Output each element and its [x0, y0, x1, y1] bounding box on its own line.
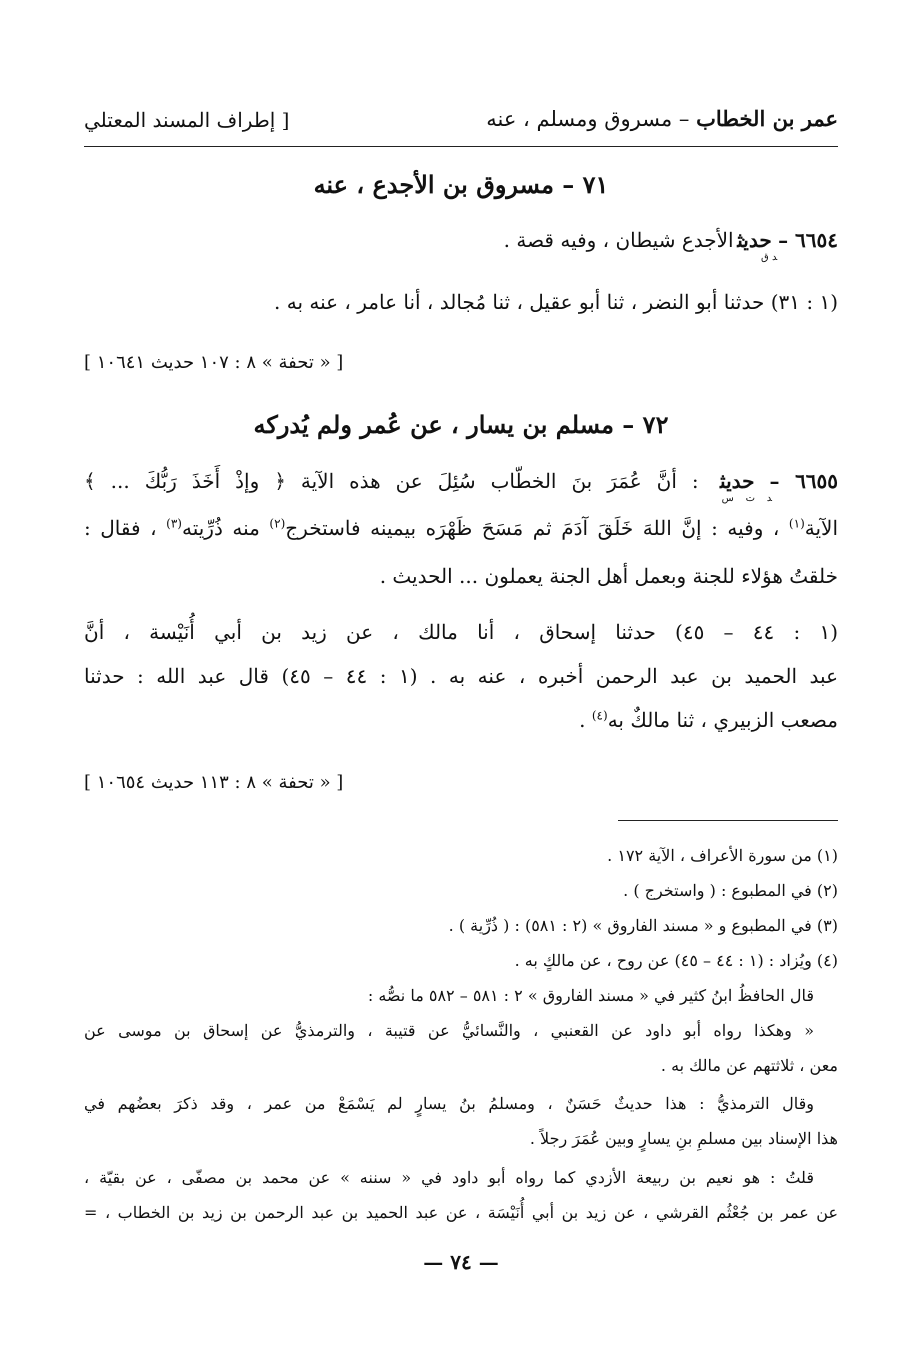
hadith-6654-label: حديث [737, 228, 772, 252]
footnote-3: (٣) في المطبوع و « مسند الفاروق » (٢ : ٥٨١) : ( ذُرِّية ) . [448, 916, 838, 935]
footnote-4-comment-line-1: قلتُ : هو نعيم بن ربيعة الأزدي كما رواه أبو داود في « سننه » عن محمد بن مصفّى ، عن بقيّة ، [84, 1168, 814, 1187]
hadith-6655-text-2a: الآية [804, 516, 839, 540]
footnote-4-tirmidhi-line-2: هذا الإسناد بين مسلمِ بنِ يسارٍ وبين عُمَرَ رجلاً . [529, 1129, 838, 1148]
hadith-6655-number: ٦٦٥٥ – [769, 469, 839, 493]
hadith-6655-text-2c: منه ذُرِّيته [181, 516, 260, 540]
hadith-6655-line-3: خلقتُ هؤلاء للجنة وبعمل أهل الجنة يعملون ... الحديث . [379, 564, 838, 588]
hadith-6655-text-1: : أنَّ عُمَرَ بنَ الخطّاب سُئِلَ عن هذه الآية ﴿ وإذْ أَخَذَ رَبُّكَ ... ﴾ [84, 469, 699, 493]
hadith-6654-text: : الأجدع شيطان ، وفيه قصة . [503, 228, 747, 252]
footnote-1: (١) من سورة الأعراف ، الآية ١٧٢ . [607, 846, 838, 865]
hadith-6655-isnad-1: (١ : ٤٤ – ٤٥) حدثنا إسحاق ، أنا مالك ، عن زيد بن أبي أُنَيْسة ، أنَّ [84, 620, 839, 644]
footnote-divider [618, 820, 838, 821]
hadith-6655-isnad-2: عبد الحميد بن عبد الرحمن أخبره ، عنه به . (١ : ٤٤ – ٤٥) قال عبد الله : حدثنا [84, 664, 839, 688]
header-name: عمر بن الخطاب [696, 106, 838, 131]
hadith-6655-tuhfa-ref: [ « تحفة » ٨ : ١١٣ حديث ١٠٦٥٤ ] [84, 772, 344, 793]
footnote-4-quote-intro: قال الحافظُ ابنُ كثير في « مسند الفاروق » ٢ : ٥٨١ – ٥٨٢ ما نصُّه : [367, 986, 814, 1005]
footnote-ref-2[interactable]: (٢) [269, 516, 286, 531]
header-divider [84, 146, 838, 147]
hadith-6655-isnad-3: مصعب الزبيري ، ثنا مالكٌ به$^{(٤)}$ . [579, 708, 838, 732]
footnote-2: (٢) في المطبوع : ( واستخرج ) . [623, 881, 838, 900]
hadith-6655-line-1 [84, 469, 839, 504]
hadith-6654-isnad: (١ : ٣١) حدثنا أبو النضر ، ثنا أبو عقيل ، ثنا مُجالد ، أنا عامر ، عنه به . [274, 290, 838, 314]
hadith-6655-text-2b: ، وفيه : إنَّ اللهَ خَلَقَ آدَمَ ثم مَسَحَ ظَهْرَه بيمينه فاستخرج [285, 516, 780, 540]
footnote-ref-3[interactable]: (٣) [166, 516, 182, 531]
page-number: — ٧٤ — [423, 1250, 499, 1274]
hadith-6654-remark: د ق [761, 252, 778, 263]
hadith-6654-tuhfa-ref: [ « تحفة » ٨ : ١٠٧ حديث ١٠٦٤١ ] [84, 352, 344, 373]
section-71-title: ٧١ – مسروق بن الأجدع ، عنه [313, 170, 609, 199]
hadith-6654-number: ٦٦٥٤ – [778, 228, 838, 252]
footnote-4-quote-line-1: « وهكذا رواه أبو داود عن القعنبي ، والنَّسائيُّ عن قتيبة ، والترمذيُّ عن إسحاق بن موسى عن [84, 1021, 814, 1040]
running-header-right [486, 106, 838, 131]
footnote-ref-4[interactable]: (٤) [591, 708, 608, 723]
footnote-4-comment-line-2: عن عمر بن جُعْثُم القرشي ، عن زيد بن أبي أُنَيْسَة ، عن عبد الحميد بن عبد الرحمن بن زيد بن الخطاب ، = [84, 1203, 838, 1222]
hadith-6655-isnad-3-text: مصعب الزبيري ، ثنا مالكٌ به [607, 708, 838, 732]
footnote-4-quote-line-2: معن ، ثلاثتهم عن مالك به . [660, 1056, 838, 1075]
hadith-6655-remark: د ت س [721, 493, 773, 504]
hadith-6655-text-2d: ، فقال : [84, 516, 157, 540]
hadith-6655-line-2 [84, 516, 838, 540]
footnote-4-tirmidhi-line-1: وقال الترمذيُّ : هذا حديثٌ حَسَنٌ ، ومسلمُ بنُ يسارٍ لم يَسْمَعْ من عمر ، وقد ذكرَ بعضُهم في [84, 1094, 814, 1113]
running-header-left: [ إطراف المسند المعتلي [84, 108, 290, 132]
footnote-ref-1[interactable]: (١) [788, 516, 805, 531]
hadith-6655-label: حديث [720, 469, 755, 493]
footnote-4: (٤) ويُزاد : (١ : ٤٤ – ٤٥) عن روح ، عن مالكٍ به . [514, 951, 838, 970]
header-subtitle: – مسروق ومسلم ، عنه [486, 107, 690, 131]
section-72-title: ٧٢ – مسلم بن يسار ، عن عُمر ولم يُدركه [253, 410, 669, 439]
hadith-6654-line [84, 228, 838, 263]
